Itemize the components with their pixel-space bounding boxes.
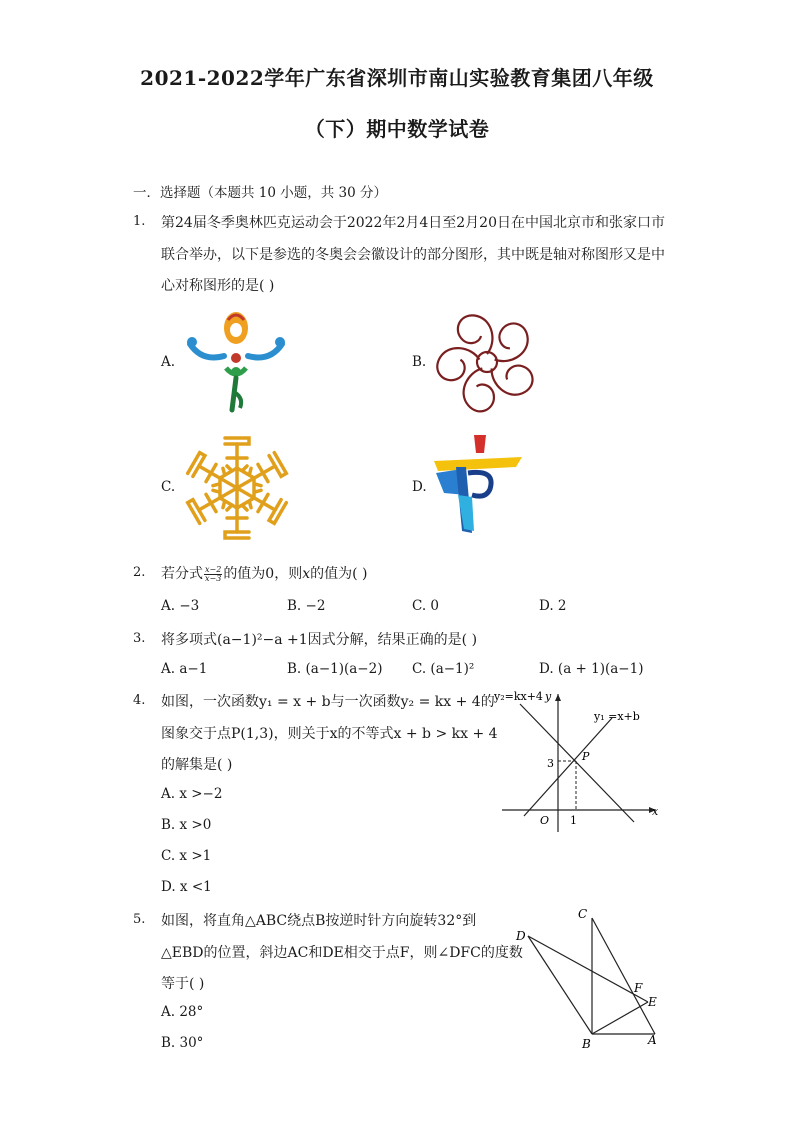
label-a: A [648,1033,657,1047]
q2-option-a: A. −3 [161,598,200,614]
q4-option-b: B. x >0 [161,817,212,833]
emblem-c-figure [182,433,292,543]
q3-number: 3. [133,631,146,646]
q5-triangle-figure [510,904,670,1052]
q2-stem [161,563,368,583]
label-d: D [516,929,526,943]
label-y2: y₂=kx+4 [494,690,543,703]
line-y1 [524,718,612,816]
label-b: B [582,1037,591,1051]
label-e: E [648,995,657,1009]
q1-line2: 联合举办，以下是参选的冬奥会会徽设计的部分图形，其中既是轴对称图形又是中 [161,247,665,263]
q3-option-c: C. (a−1)² [412,661,475,677]
q2-variable: x [302,566,311,582]
q5-line1: 如图，将直角△ABC绕点B按逆时针方向旋转32°到 [161,913,477,929]
q1-option-a-label: A. [161,354,176,370]
q2-option-b: B. −2 [287,598,326,614]
q4-line3: 的解集是( ) [161,757,233,773]
q2-number: 2. [133,565,146,580]
q3-option-a: A. a−1 [161,661,208,677]
q1-option-c-label: C. [161,479,176,495]
q2-stem-post2: 的值为( ) [310,566,368,582]
q2-fraction [204,566,222,583]
q1-option-d-label: D. [412,479,427,495]
segment-db [528,936,592,1034]
label-three: 3 [547,757,554,770]
q2-option-d: D. 2 [539,598,567,614]
q5-number: 5. [133,912,146,927]
q4-line1: 如图，一次函数y₁ = x + b与一次函数y₂ = kx + 4的 [161,694,495,710]
q5-option-a: A. 28° [161,1004,204,1020]
page-title: 2021-2022学年广东省深圳市南山实验教育集团八年级 [140,66,654,90]
emblem-a-figure [182,306,290,414]
q2-option-c: C. 0 [412,598,440,614]
label-y1: y₁ =x+b [594,710,640,723]
q4-option-a: A. x >−2 [161,786,223,802]
label-origin: O [540,814,550,827]
q5-option-b: B. 30° [161,1035,204,1051]
q2-stem-post: 的值为0，则 [223,566,303,582]
q4-option-d: D. x <1 [161,879,212,895]
q2-fraction-numerator: x−2 [205,564,222,574]
label-c: C [578,907,588,921]
q1-line1: 第24届冬季奥林匹克运动会于2022年2月4日至2月20日在中国北京市和张家口市 [161,215,665,231]
segment-de [528,936,648,1002]
label-y-axis: y [545,690,552,703]
emblem-d-figure [432,433,524,535]
q1-option-b-label: B. [412,354,427,370]
q5-line2: △EBD的位置，斜边AC和DE相交于点F，则∠DFC的度数 [161,945,523,961]
q2-fraction-denominator: x−3 [205,573,222,583]
emblem-b-figure [434,309,540,415]
q4-option-c: C. x >1 [161,848,212,864]
q1-line3: 心对称图形的是( ) [161,278,275,294]
q4-line2: 图象交于点P(1,3)，则关于x的不等式x + b > kx + 4 [161,726,498,742]
label-f: F [634,981,643,995]
q5-line3: 等于( ) [161,976,205,992]
q4-number: 4. [133,693,146,708]
q1-number: 1. [133,214,146,229]
q4-function-graph [490,684,670,844]
q3-option-d: D. (a + 1)(a−1) [539,661,644,677]
label-x-axis: x [652,805,659,818]
label-point-p: P [582,750,590,763]
y-axis-arrow [555,694,561,701]
segment-be [592,1002,648,1034]
q3-option-b: B. (a−1)(a−2) [287,661,383,677]
q2-stem-pre: 若分式 [161,566,203,582]
section-heading: 一．选择题（本题共 10 小题，共 30 分） [133,185,388,201]
label-one: 1 [570,814,577,827]
page-subtitle: （下）期中数学试卷 [304,117,490,141]
q3-stem: 将多项式(a−1)²−a +1因式分解，结果正确的是( ) [161,632,478,648]
